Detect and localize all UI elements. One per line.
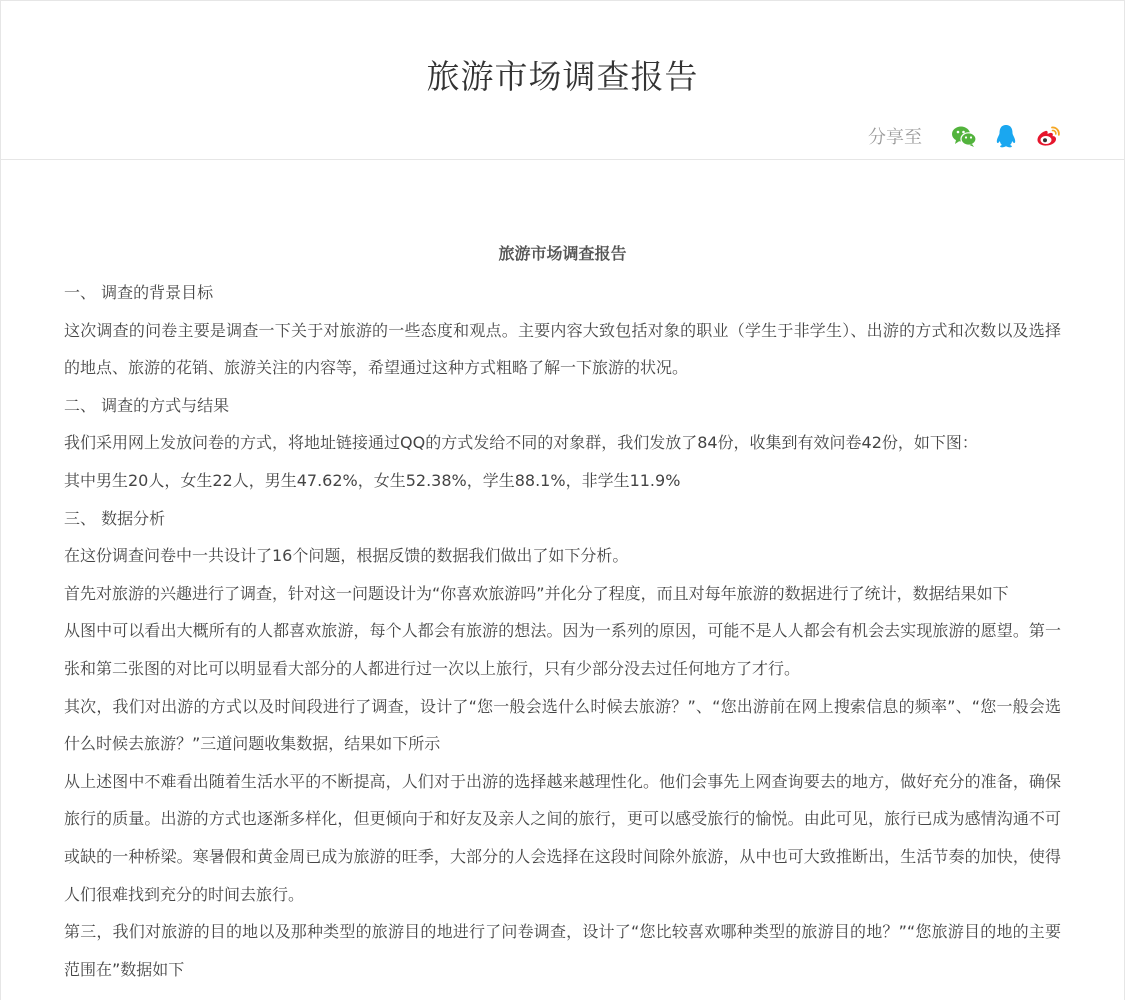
paragraph: 从图中可以看出大概所有的人都喜欢旅游，每个人都会有旅游的想法。因为一系列的原因，可能不是人人都会有机会去实现旅游的愿望。第一张和第二张图的对比可以明显看大部分的人都进行过一次以上旅行，只有少部分没去过任何地方了才行。	[64, 621, 1061, 678]
document-title: 旅游市场调查报告	[498, 244, 627, 263]
share-bar	[868, 121, 1062, 151]
page-header	[1, 1, 1124, 160]
weibo-icon[interactable]	[1034, 122, 1062, 150]
wechat-icon[interactable]	[950, 122, 978, 150]
paragraph: 其中男生20人，女生22人，男生47.62%，女生52.38%，学生88.1%，非学生11.9%	[64, 470, 681, 490]
paragraph: 首先对旅游的兴趣进行了调查，针对这一问题设计为“你喜欢旅游吗”并化分了程度，而且对每年旅游的数据进行了统计，数据结果如下	[64, 583, 1009, 603]
paragraph: 我们采用网上发放问卷的方式，将地址链接通过QQ的方式发给不同的对象群，我们发放了84份，收集到有效问卷42份，如下图：	[64, 433, 978, 453]
paragraph: 这次调查的问卷主要是调查一下关于对旅游的一些态度和观点。主要内容大致包括对象的职业（学生于非学生）、出游的方式和次数以及选择的地点、旅游的花销、旅游关注的内容等，希望通过这种方式粗略了解一下旅游的状况。	[64, 320, 1061, 378]
section-heading: 一、 调查的背景目标	[64, 283, 214, 302]
qq-icon[interactable]	[992, 122, 1020, 150]
paragraph: 在这份调查问卷中一共设计了16个问题，根据反馈的数据我们做出了如下分析。	[64, 546, 629, 566]
paragraph: 从上述图中不难看出随着生活水平的不断提高，人们对于出游的选择越来越理性化。他们会事先上网查询要去的地方，做好充分的准备，确保旅行的质量。出游的方式也逐渐多样化，但更倾向于和好友及亲人之间的旅行，更可以感受旅行的愉悦。由此可见，旅行已成为感情沟通不可或缺的一种桥梁。寒暑假和黄金周已成为旅游的旺季，大部分的人会选择在这段时间除外旅游，从中也可大致推断出，生活节奏的加快，使得人们很难找到充分的时间去旅行。	[64, 771, 1061, 904]
section-heading: 二、 调查的方式与结果	[64, 395, 230, 415]
article-content	[1, 160, 1124, 988]
share-label: 分享至	[868, 127, 922, 148]
paragraph: 第三，我们对旅游的目的地以及那种类型的旅游目的地进行了问卷调查，设计了“您比较喜欢哪种类型的旅游目的地？”“您旅游目的地的主要范围在”数据如下	[64, 922, 1061, 979]
paragraph: 其次，我们对出游的方式以及时间段进行了调查，设计了“您一般会选什么时候去旅游？”、“您出游前在网上搜索信息的频率”、“您一般会选什么时候去旅游？”三道问题收集数据，结果如下所示	[64, 696, 1061, 754]
section-heading: 三、 数据分析	[64, 508, 166, 528]
page-title: 旅游市场调查报告	[426, 57, 699, 96]
